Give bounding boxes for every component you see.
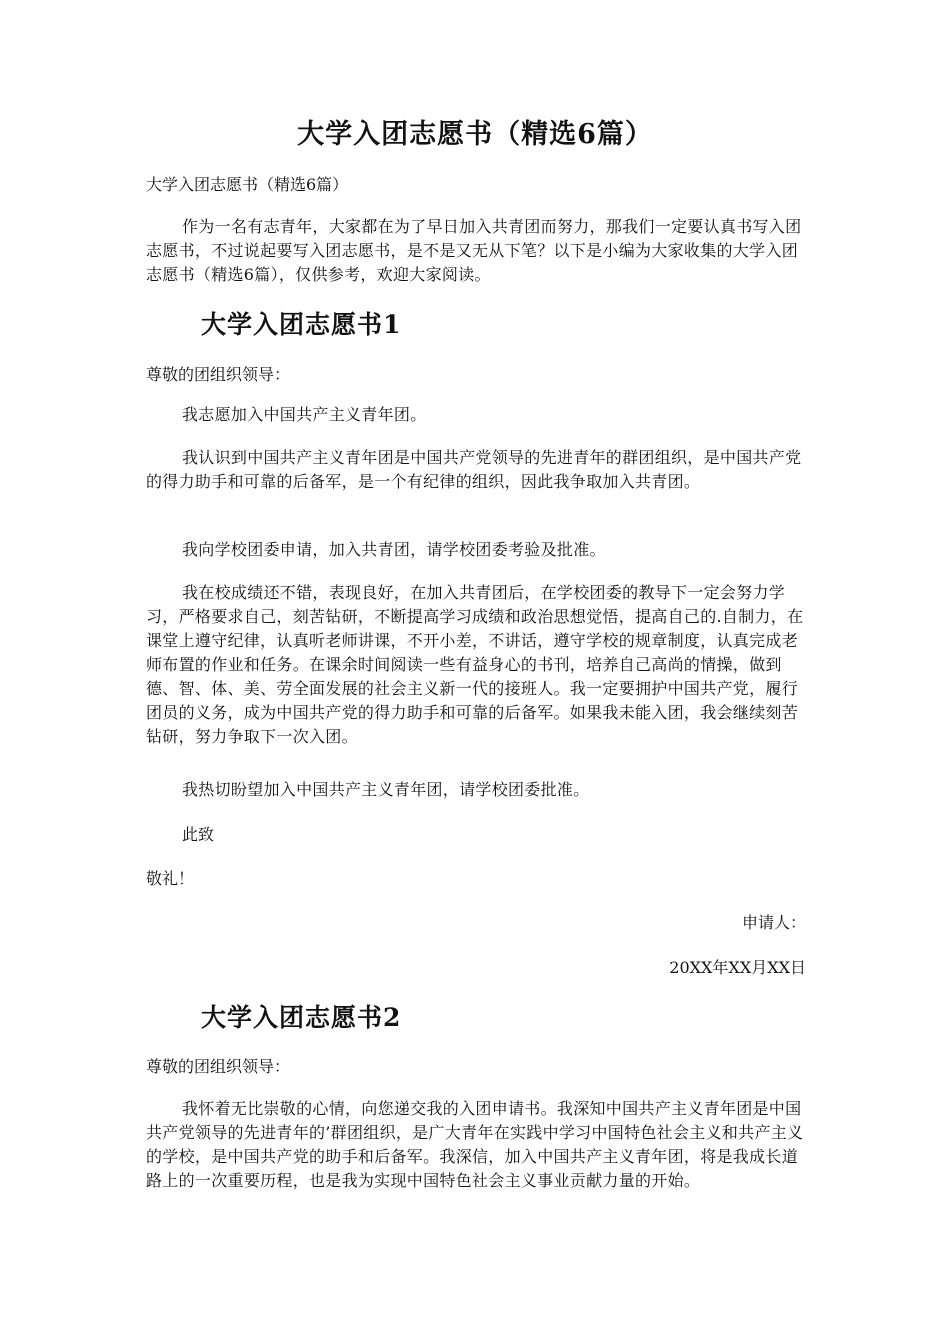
section-1-paragraph-1: 我志愿加入中国共产主义青年团。 <box>182 405 427 424</box>
document-subtitle: 大学入团志愿书（精选6篇） <box>146 175 349 194</box>
section-2-paragraph-1: 我怀着无比崇敬的心情，向您递交我的入团申请书。我深知中国共产主义青年团是中国共产党领导的先进青年的’群团组织，是广大青年在实践中学习中国特色社会主义和共产主义的学校，是中国共产党的助手和后备军。我深信，加入中国共产主义青年团，将是我成长道路上的一次重要历程，也是我为实现中国特色社会主义事业贡献力量的开始。 <box>146 1099 804 1190</box>
section-1-paragraph-3: 我向学校团委申请，加入共青团，请学校团委考验及批准。 <box>182 540 606 559</box>
section-1-paragraph-4: 我在校成绩还不错，表现良好，在加入共青团后，在学校团委的教导下一定会努力学习，严格要求自己，刻苦钻研，不断提高学习成绩和政治思想觉悟，提高自己的.自制力，在课堂上遵守纪律，认真听老师讲课，不开小差，不讲话，遵守学校的规章制度，认真完成老师布置的作业和任务。在课余时间阅读一些有益身心的书刊，培养自己高尚的情操，做到德、智、体、美、劳全面发展的社会主义新一代的接班人。我一定要拥护中国共产党，履行团员的义务，成为中国共产党的得力助手和可靠的后备军。如果我未能入团，我会继续刻苦钻研，努力争取下一次入团。 <box>146 583 804 746</box>
section-2-heading: 大学入团志愿书2 <box>201 1003 402 1032</box>
section-1-paragraph-2: 我认识到中国共产主义青年团是中国共产党领导的先进青年的群团组织，是中国共产党的得力助手和可靠的后备军，是一个有纪律的组织，因此我争取加入共青团。 <box>146 448 802 491</box>
closing-jingli: 敬礼！ <box>146 869 195 888</box>
section-1-paragraph-5: 我热切盼望加入中国共产主义青年团，请学校团委批准。 <box>182 780 590 799</box>
section-2-salutation: 尊敬的团组织领导： <box>146 1057 291 1076</box>
closing-cizhi: 此致 <box>182 825 215 844</box>
document-title: 大学入团志愿书（精选6篇） <box>297 119 653 150</box>
application-date: 20XX年XX月XX日 <box>669 958 806 977</box>
section-1-heading: 大学入团志愿书1 <box>201 310 402 339</box>
section-1-salutation: 尊敬的团组织领导： <box>146 365 291 384</box>
applicant-label: 申请人： <box>741 913 806 932</box>
intro-paragraph: 作为一名有志青年，大家都在为了早日加入共青团而努力，那我们一定要认真书写入团志愿书，不过说起要写入团志愿书，是不是又无从下笔？以下是小编为大家收集的大学入团志愿书（精选6篇），仅供参考，欢迎大家阅读。 <box>146 217 802 284</box>
